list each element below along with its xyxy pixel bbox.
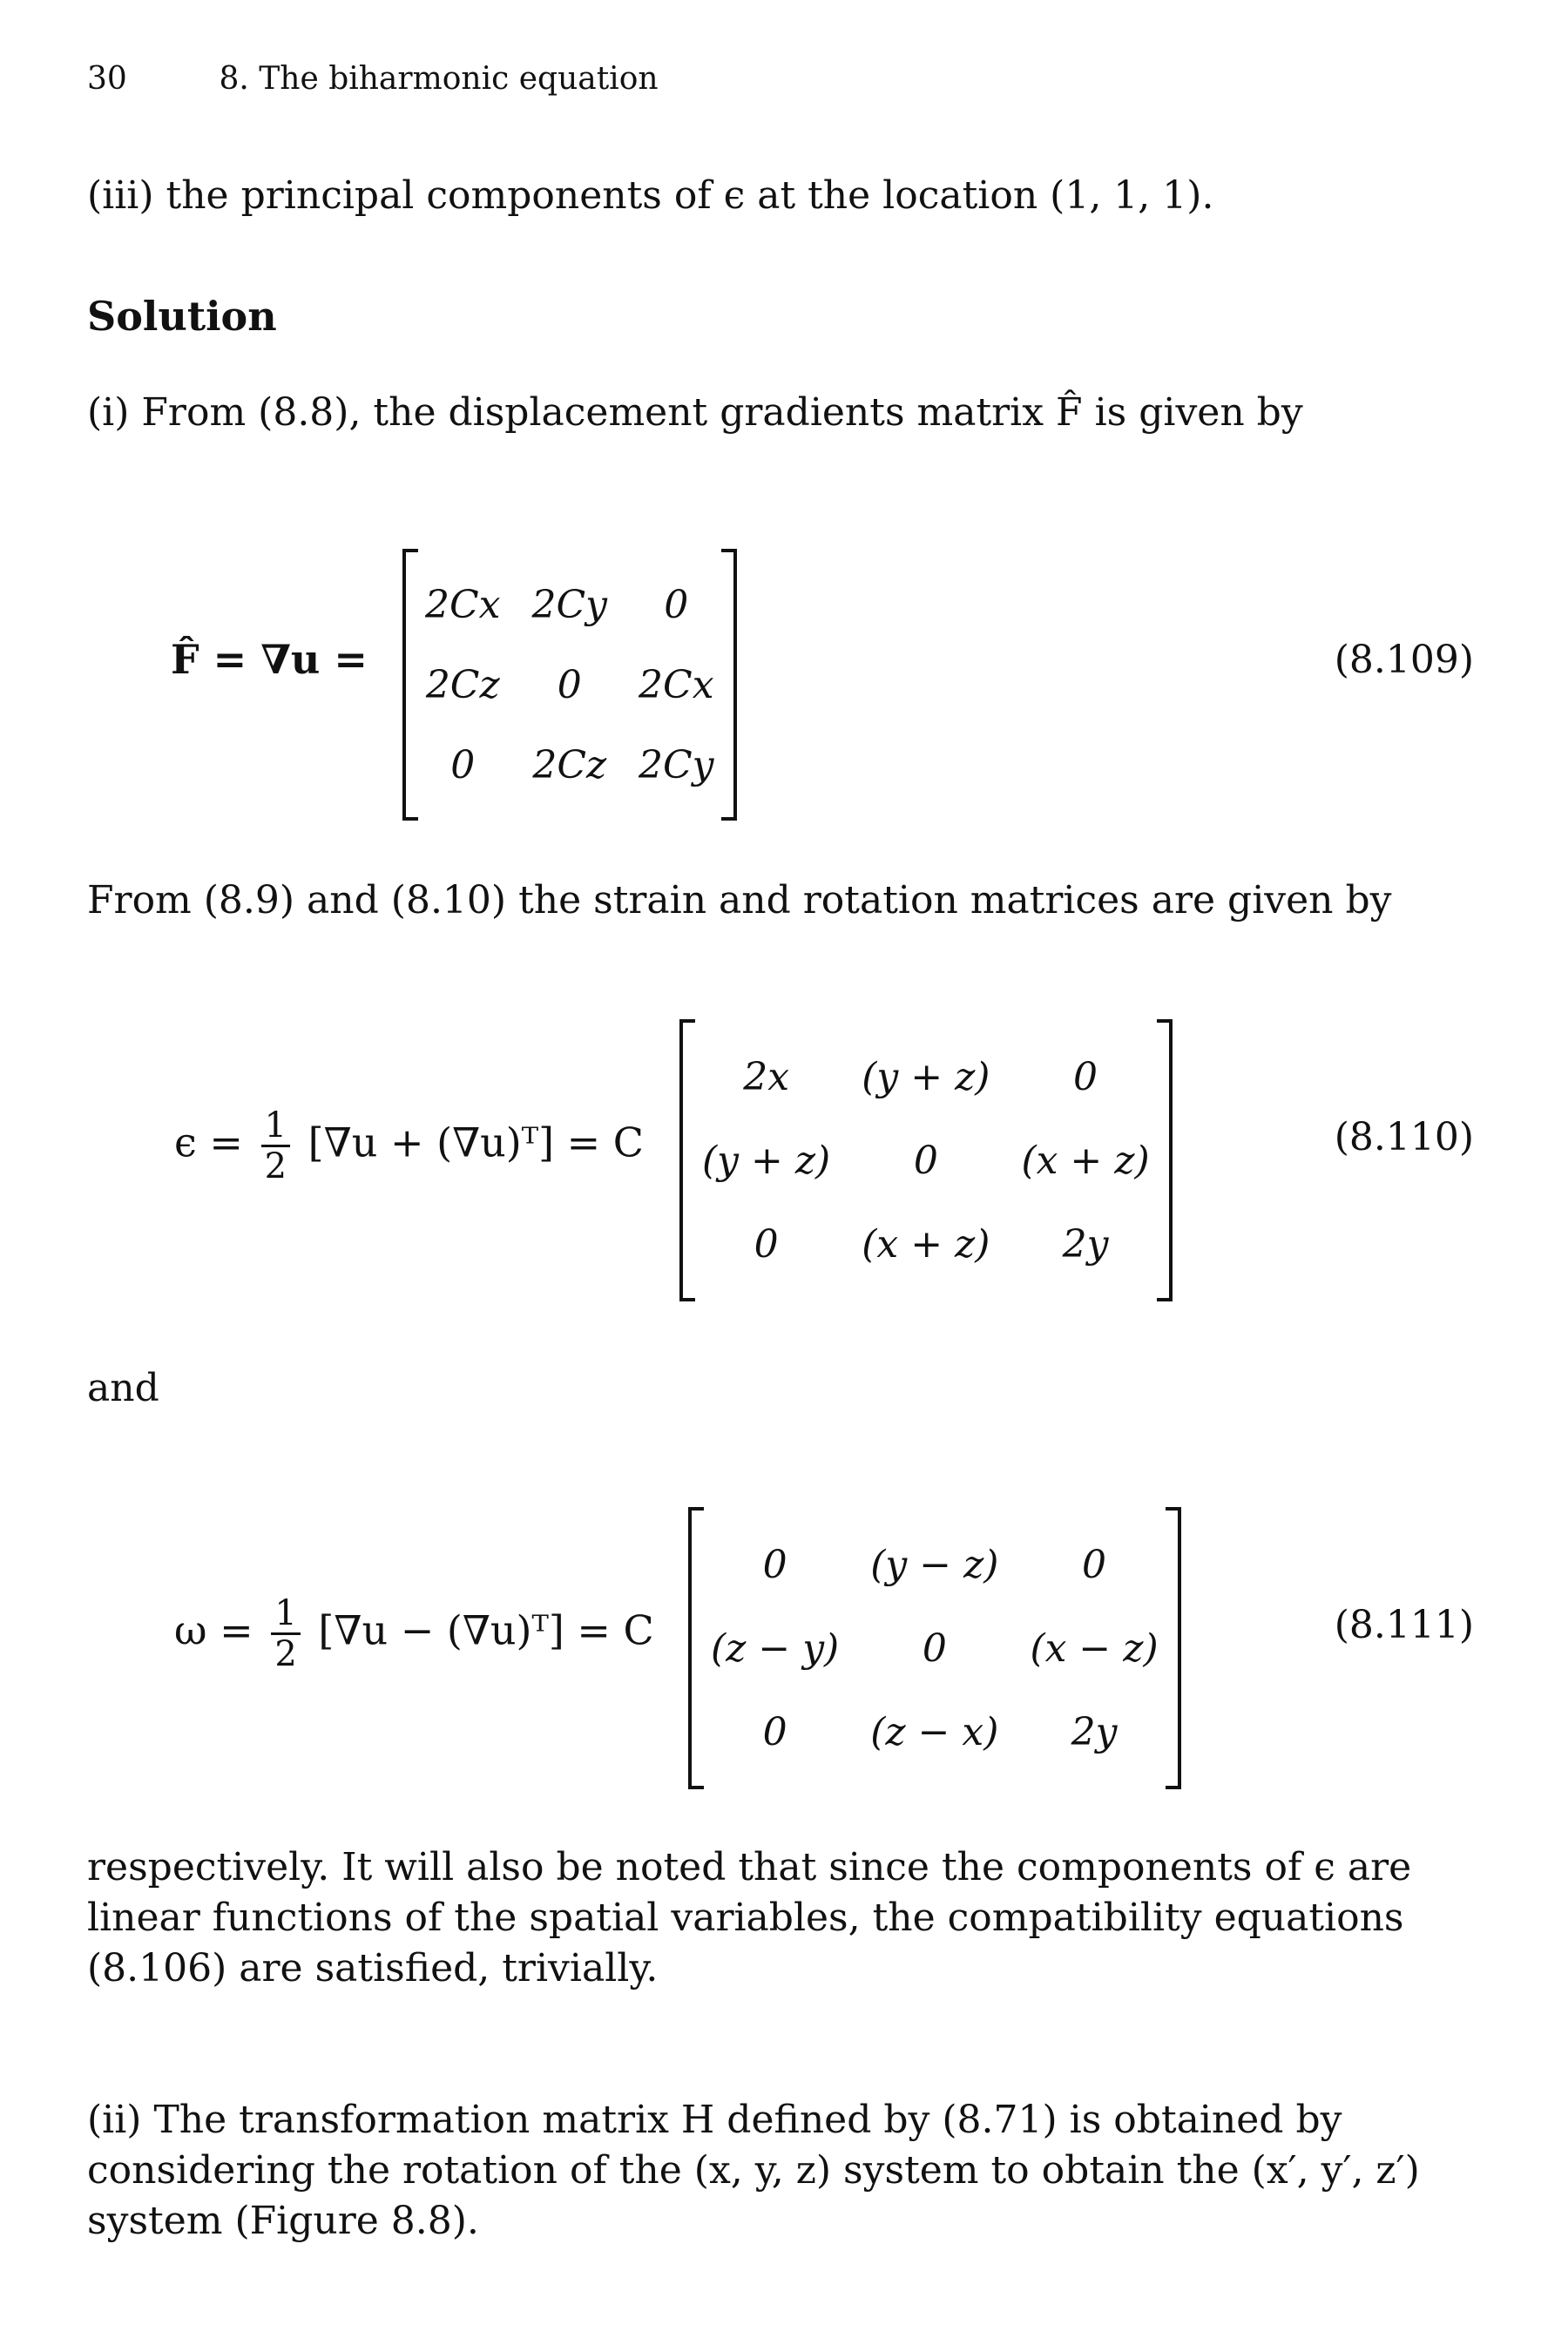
eq111-number: (8.111) (1334, 1603, 1474, 1647)
matrix-cell: 2y (1071, 1709, 1118, 1754)
matrix-row (695, 1523, 1174, 1606)
eq110-lhs-prefix: ϵ = (174, 1119, 243, 1166)
eq111-frac-den: 2 (274, 1634, 297, 1674)
matrix-cell: 0 (1082, 1542, 1107, 1587)
eq111-frac-num: 1 (271, 1594, 300, 1635)
eq111-lhs-prefix: ω = (174, 1606, 253, 1654)
matrix-cell: (x + z) (862, 1221, 990, 1267)
matrix-cell: 0 (922, 1625, 947, 1671)
matrix-row (409, 725, 730, 805)
eq110-number: (8.110) (1334, 1115, 1474, 1159)
matrix-cell: 0 (762, 1709, 787, 1754)
eq109-matrix (402, 549, 737, 821)
page-header (87, 61, 659, 97)
matrix-cell: 0 (1073, 1054, 1098, 1099)
matrix-cell: (z − y) (711, 1625, 840, 1671)
part-ii-paragraph: (ii) The transformation matrix H defined by (8.71) is obtained by considering the rotation of the (x, y, z) system to obtain the (x′, y′, z′) system (Figure 8.8). (87, 2098, 1420, 2243)
matrix-row (409, 645, 730, 725)
matrix-cell: (z − x) (870, 1709, 999, 1754)
eq110-matrix (679, 1019, 1173, 1301)
matrix-cell: 0 (557, 662, 582, 707)
matrix-row (686, 1035, 1166, 1119)
eq111-lhs (174, 1594, 654, 1673)
matrix-cell: 0 (913, 1138, 938, 1183)
matrix-cell: (y + z) (862, 1054, 990, 1099)
part-i-text: (i) From (8.8), the displacement gradients matrix F̂ is given by (87, 390, 1303, 435)
matrix-row (686, 1202, 1166, 1286)
eq109-lhs: F̂ = ∇u = (171, 636, 368, 683)
matrix-row (695, 1690, 1174, 1774)
eq110-frac-den: 2 (264, 1146, 287, 1186)
eq110-matrix-table (686, 1035, 1166, 1286)
eq110-frac-num: 1 (261, 1106, 290, 1147)
and-text: and (87, 1366, 159, 1410)
eq111-matrix-table (695, 1523, 1174, 1774)
matrix-cell: (x − z) (1030, 1625, 1159, 1671)
matrix-cell: 2Cz (425, 662, 500, 707)
matrix-cell: 2Cx (639, 662, 714, 707)
solution-heading: Solution (87, 293, 277, 340)
matrix-row (695, 1606, 1174, 1690)
eq111-fraction (271, 1594, 300, 1673)
matrix-cell: 0 (754, 1221, 779, 1267)
matrix-cell: 2Cy (639, 742, 714, 787)
matrix-cell: 2Cz (532, 742, 607, 787)
strain-intro: From (8.9) and (8.10) the strain and rotation matrices are given by (87, 878, 1392, 923)
page-number: 30 (87, 61, 127, 97)
matrix-cell: 0 (450, 742, 476, 787)
intro-line: (iii) the principal components of ϵ at the location (1, 1, 1). (87, 173, 1214, 218)
matrix-cell: (y − z) (870, 1542, 999, 1587)
eq111-matrix (688, 1507, 1181, 1789)
eq110-fraction (261, 1106, 290, 1186)
respectively-paragraph: respectively. It will also be noted that since the components of ϵ are linear functions of the spatial variables, the compatibility equations (8.106) are satisfied, trivially. (87, 1845, 1412, 1990)
matrix-row (686, 1119, 1166, 1202)
matrix-cell: (y + z) (702, 1138, 831, 1183)
eq111-lhs-body: [∇u − (∇u)ᵀ] = C (318, 1606, 654, 1654)
matrix-cell: 2Cy (531, 582, 608, 627)
eq110-lhs (174, 1106, 644, 1186)
eq109-number: (8.109) (1334, 638, 1474, 682)
matrix-cell: 0 (762, 1542, 787, 1587)
matrix-cell: 2x (743, 1054, 790, 1099)
matrix-cell: 2Cx (425, 582, 501, 627)
matrix-cell: 2y (1062, 1221, 1109, 1267)
running-title: 8. The biharmonic equation (219, 61, 659, 97)
eq109-matrix-table (409, 564, 730, 805)
matrix-cell: 0 (664, 582, 689, 627)
matrix-cell: (x + z) (1021, 1138, 1150, 1183)
eq110-lhs-body: [∇u + (∇u)ᵀ] = C (308, 1119, 645, 1166)
matrix-row (409, 564, 730, 645)
